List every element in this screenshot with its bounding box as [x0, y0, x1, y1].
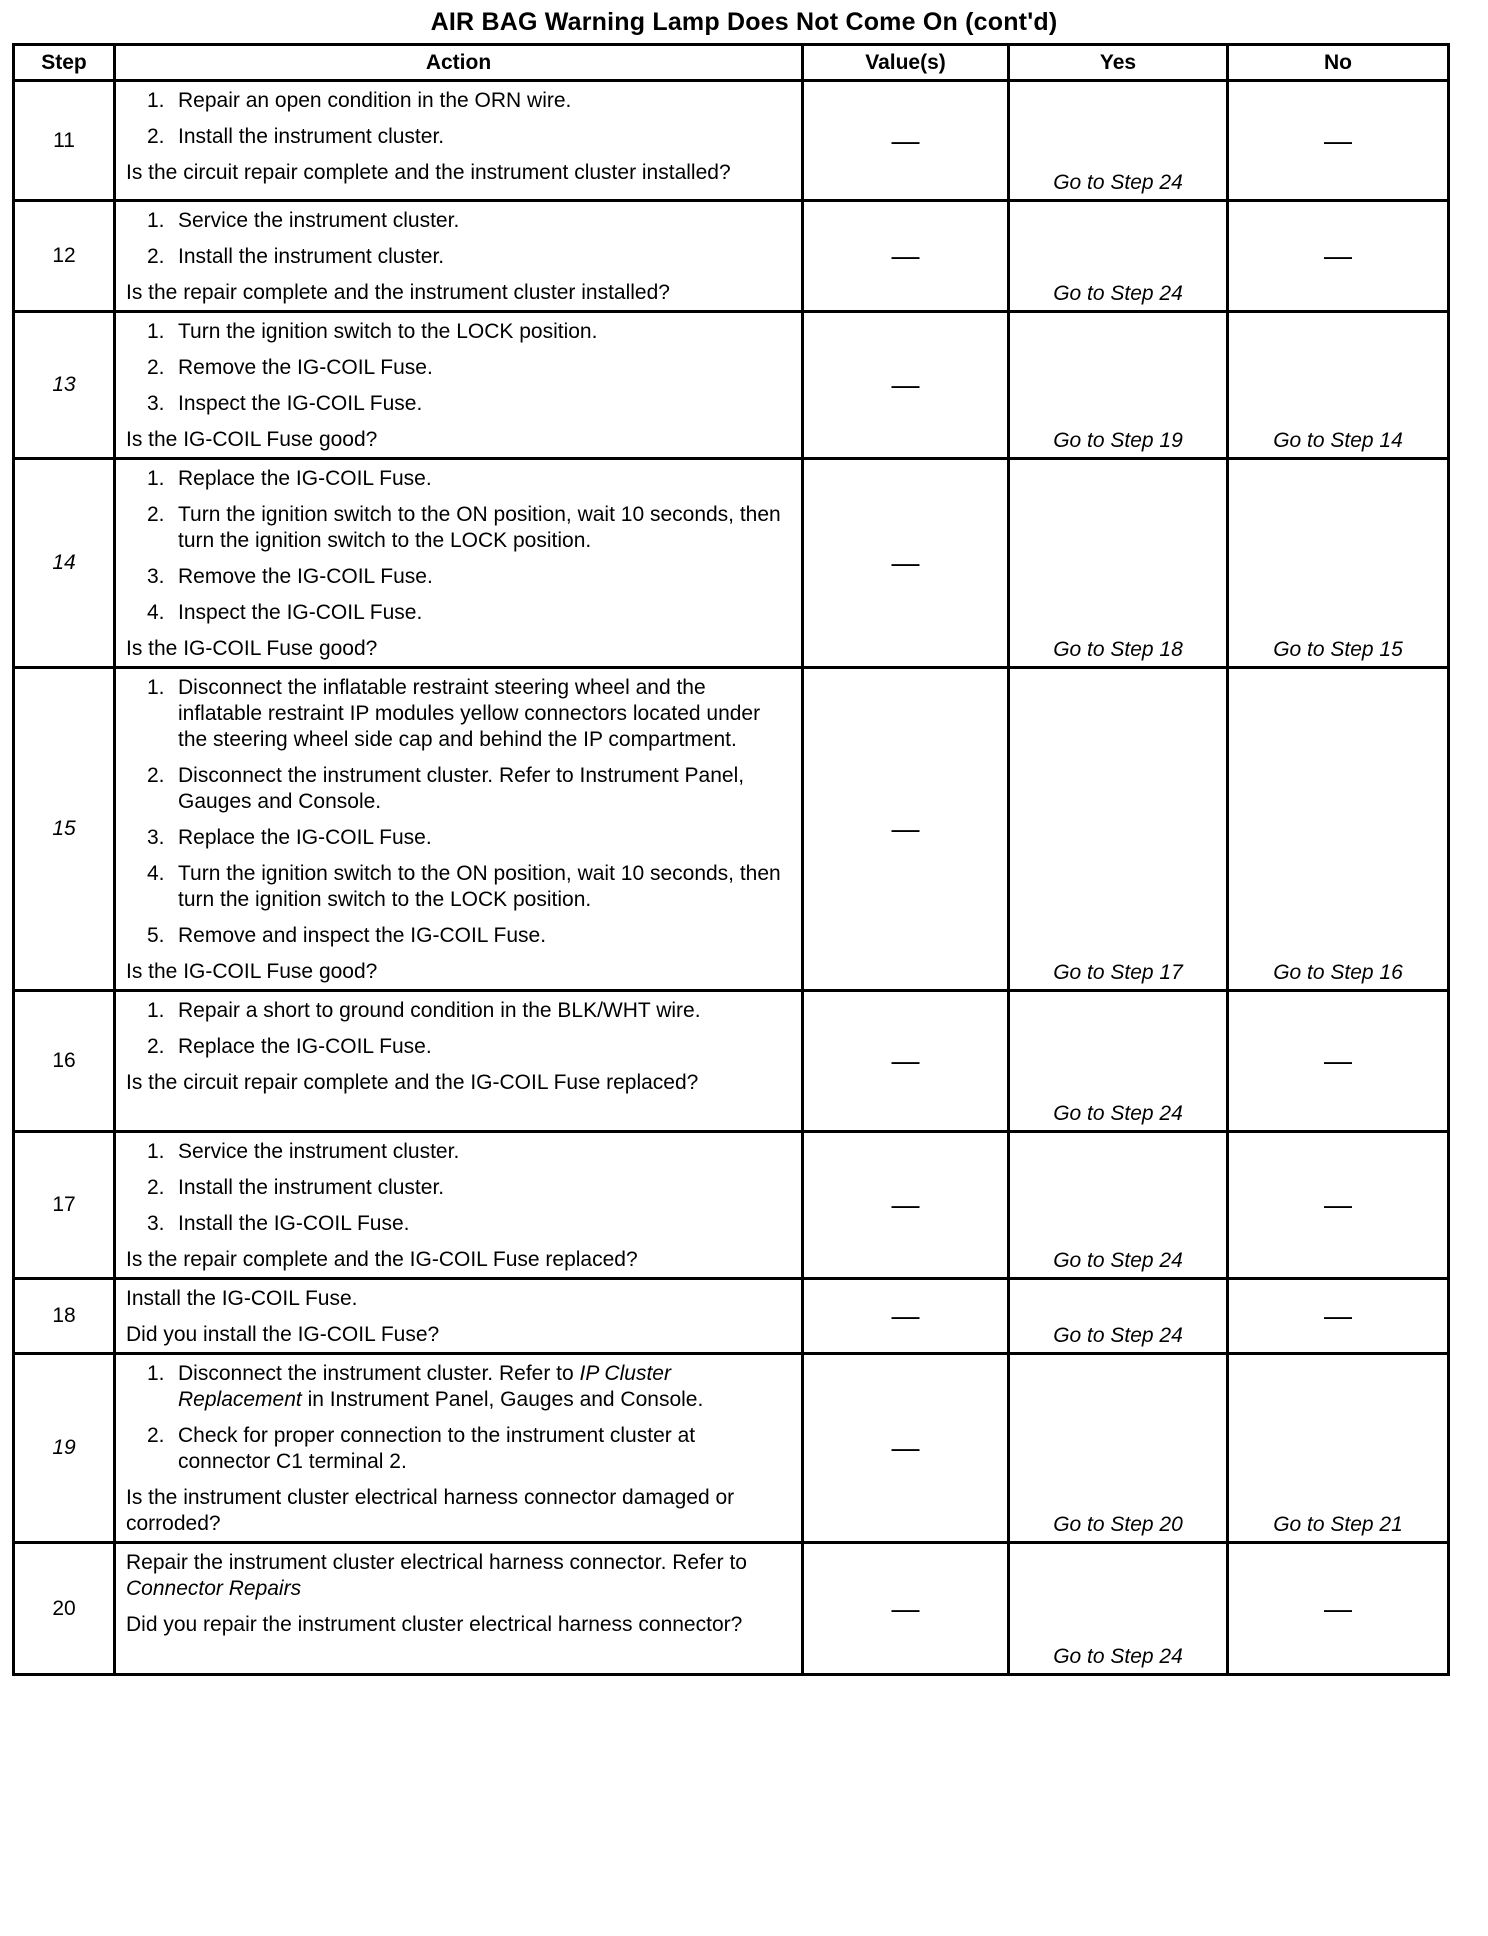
action-step [126, 319, 793, 345]
action-question: Is the repair complete and the instrument cluster installed? [126, 281, 670, 304]
action-steps-list [126, 319, 793, 417]
action-step-text: in Instrument Panel, Gauges and Console. [307, 1388, 704, 1411]
action-step [126, 825, 793, 851]
action-question: Is the IG-COIL Fuse good? [126, 428, 378, 451]
action-cell [115, 459, 803, 668]
action-step-text: Turn the ignition switch to the ON position, wait 10 seconds, then turn the ignition switch to the LOCK position. [178, 862, 781, 911]
no-cell: Go to Step 15 [1228, 459, 1449, 668]
reference-link-text: IP Cluster Replacement [178, 1362, 671, 1411]
step-cell: 19 [14, 1354, 115, 1543]
action-step [126, 124, 793, 150]
action-step-number: 5. [147, 924, 165, 947]
action-step-number: 1. [147, 1362, 165, 1385]
action-steps-list [126, 675, 793, 949]
action-step [126, 861, 793, 913]
diagnostic-table [12, 43, 1450, 1676]
value-cell: — [803, 201, 1009, 312]
value-cell: — [803, 1543, 1009, 1675]
yes-cell: Go to Step 24 [1009, 991, 1228, 1132]
action-steps-list [126, 1361, 793, 1475]
value-cell: — [803, 312, 1009, 459]
action-step-number: 3. [147, 826, 165, 849]
action-question: Did you repair the instrument cluster electrical harness connector? [126, 1613, 743, 1636]
yes-cell: Go to Step 24 [1009, 1132, 1228, 1279]
action-question: Is the IG-COIL Fuse good? [126, 960, 378, 983]
step-cell: 14 [14, 459, 115, 668]
action-step-number: 3. [147, 1212, 165, 1235]
action-step [126, 244, 793, 270]
action-step-number: 2. [147, 245, 165, 268]
action-steps-list [126, 466, 793, 626]
action-question: Is the IG-COIL Fuse good? [126, 637, 378, 660]
action-step [126, 1175, 793, 1201]
action-step-text: Remove the IG-COIL Fuse. [178, 565, 433, 588]
no-cell: Go to Step 21 [1228, 1354, 1449, 1543]
action-step-number: 1. [147, 676, 165, 699]
yes-cell: Go to Step 19 [1009, 312, 1228, 459]
action-step-text: Replace the IG-COIL Fuse. [178, 467, 432, 490]
action-step-number: 2. [147, 356, 165, 379]
value-cell: — [803, 81, 1009, 201]
action-step-number: 1. [147, 89, 165, 112]
action-step [126, 564, 793, 590]
action-step-text: Remove the IG-COIL Fuse. [178, 356, 433, 379]
no-cell: — [1228, 991, 1449, 1132]
action-step-text: Remove and inspect the IG-COIL Fuse. [178, 924, 547, 947]
action-step-number: 1. [147, 209, 165, 232]
action-steps-list [126, 88, 793, 150]
yes-cell: Go to Step 24 [1009, 1279, 1228, 1354]
action-step-text: Install the instrument cluster. [178, 125, 445, 148]
action-step [126, 355, 793, 381]
action-step [126, 391, 793, 417]
action-step [126, 1211, 793, 1237]
action-step [126, 600, 793, 626]
action-step-text: Replace the IG-COIL Fuse. [178, 1035, 432, 1058]
table-row [14, 1354, 1449, 1543]
value-cell: — [803, 1279, 1009, 1354]
action-step-text: Check for proper connection to the instrument cluster at connector C1 terminal 2. [178, 1424, 696, 1473]
step-cell: 16 [14, 991, 115, 1132]
action-step-text: Disconnect the instrument cluster. Refer to [178, 1362, 574, 1385]
step-cell: 20 [14, 1543, 115, 1675]
action-step-text: Disconnect the inflatable restraint steering wheel and the inflatable restraint IP modules yellow connectors located under the steering wheel side cap and behind the IP compartment. [178, 676, 761, 751]
action-step-text: Inspect the IG-COIL Fuse. [178, 392, 423, 415]
action-step-number: 4. [147, 601, 165, 624]
action-step-text: Disconnect the instrument cluster. Refer to Instrument Panel, Gauges and Console. [178, 764, 745, 813]
step-cell: 18 [14, 1279, 115, 1354]
action-steps-list [126, 1139, 793, 1237]
table-row [14, 1543, 1449, 1675]
action-steps-list [126, 208, 793, 270]
action-question: Is the circuit repair complete and the instrument cluster installed? [126, 161, 731, 184]
value-cell: — [803, 1354, 1009, 1543]
yes-cell: Go to Step 17 [1009, 668, 1228, 991]
action-step [126, 502, 793, 554]
table-row [14, 1132, 1449, 1279]
action-step-number: 1. [147, 999, 165, 1022]
action-step-number: 2. [147, 764, 165, 787]
action-cell [115, 668, 803, 991]
step-cell: 12 [14, 201, 115, 312]
action-question: Is the repair complete and the IG-COIL Fuse replaced? [126, 1248, 638, 1271]
action-cell [115, 81, 803, 201]
reference-link-text: Connector Repairs [126, 1577, 302, 1600]
action-step-number: 2. [147, 1424, 165, 1447]
action-step-text: Replace the IG-COIL Fuse. [178, 826, 432, 849]
action-cell [115, 1132, 803, 1279]
action-cell [115, 991, 803, 1132]
value-cell: — [803, 668, 1009, 991]
no-cell: — [1228, 1543, 1449, 1675]
action-step-text: Turn the ignition switch to the ON position, wait 10 seconds, then turn the ignition switch to the LOCK position. [178, 503, 781, 552]
step-cell: 15 [14, 668, 115, 991]
no-cell: Go to Step 14 [1228, 312, 1449, 459]
yes-cell: Go to Step 18 [1009, 459, 1228, 668]
action-instruction: Install the IG-COIL Fuse. [126, 1287, 358, 1310]
action-question: Did you install the IG-COIL Fuse? [126, 1323, 440, 1346]
header-row [14, 45, 1449, 81]
action-step-text: Repair a short to ground condition in the BLK/WHT wire. [178, 999, 701, 1022]
header-step: Step [14, 45, 115, 81]
action-question: Is the circuit repair complete and the IG-COIL Fuse replaced? [126, 1071, 699, 1094]
action-instruction [126, 1550, 793, 1602]
action-step-number: 3. [147, 392, 165, 415]
header-values: Value(s) [803, 45, 1009, 81]
table-row [14, 312, 1449, 459]
table-row [14, 1279, 1449, 1354]
table-row [14, 81, 1449, 201]
step-cell: 11 [14, 81, 115, 201]
action-step [126, 1034, 793, 1060]
table-row [14, 459, 1449, 668]
action-step-text: Inspect the IG-COIL Fuse. [178, 601, 423, 624]
action-step-number: 2. [147, 1176, 165, 1199]
yes-cell: Go to Step 24 [1009, 1543, 1228, 1675]
action-step [126, 923, 793, 949]
page-title: AIR BAG Warning Lamp Does Not Come On (cont'd) [430, 8, 1058, 36]
header-yes: Yes [1009, 45, 1228, 81]
no-cell: Go to Step 16 [1228, 668, 1449, 991]
action-cell [115, 312, 803, 459]
yes-cell: Go to Step 24 [1009, 81, 1228, 201]
table-body [14, 81, 1449, 1675]
action-step [126, 763, 793, 815]
action-step [126, 675, 793, 753]
action-step-number: 2. [147, 503, 165, 526]
action-step [126, 466, 793, 492]
table-row [14, 201, 1449, 312]
action-step-text: Install the instrument cluster. [178, 1176, 445, 1199]
no-cell: — [1228, 1279, 1449, 1354]
action-step-text: Service the instrument cluster. [178, 209, 460, 232]
action-step [126, 88, 793, 114]
action-cell [115, 1354, 803, 1543]
value-cell: — [803, 1132, 1009, 1279]
step-cell: 13 [14, 312, 115, 459]
action-step-text: Service the instrument cluster. [178, 1140, 460, 1163]
no-cell: — [1228, 81, 1449, 201]
no-cell: — [1228, 201, 1449, 312]
table-row [14, 668, 1449, 991]
action-step-number: 3. [147, 565, 165, 588]
action-step-text: Install the IG-COIL Fuse. [178, 1212, 410, 1235]
action-step-text: Turn the ignition switch to the LOCK position. [178, 320, 598, 343]
action-step-number: 2. [147, 125, 165, 148]
action-step [126, 1423, 793, 1475]
action-instruction-text: Repair the instrument cluster electrical harness connector. Refer to [126, 1551, 747, 1574]
action-step-text: Install the instrument cluster. [178, 245, 445, 268]
table-row [14, 991, 1449, 1132]
action-step [126, 1139, 793, 1165]
action-step-number: 2. [147, 1035, 165, 1058]
action-step-number: 1. [147, 467, 165, 490]
action-step [126, 208, 793, 234]
yes-cell: Go to Step 20 [1009, 1354, 1228, 1543]
action-cell [115, 1543, 803, 1675]
action-cell [115, 201, 803, 312]
action-step-number: 1. [147, 1140, 165, 1163]
action-step-number: 1. [147, 320, 165, 343]
action-steps-list [126, 998, 793, 1060]
header-action: Action [115, 45, 803, 81]
action-step [126, 998, 793, 1024]
action-step-number: 4. [147, 862, 165, 885]
action-question: Is the instrument cluster electrical harness connector damaged or corroded? [126, 1486, 735, 1535]
action-step [126, 1361, 793, 1413]
action-step-text: Repair an open condition in the ORN wire. [178, 89, 572, 112]
step-cell: 17 [14, 1132, 115, 1279]
value-cell: — [803, 991, 1009, 1132]
header-no: No [1228, 45, 1449, 81]
value-cell: — [803, 459, 1009, 668]
no-cell: — [1228, 1132, 1449, 1279]
action-cell [115, 1279, 803, 1354]
yes-cell: Go to Step 24 [1009, 201, 1228, 312]
